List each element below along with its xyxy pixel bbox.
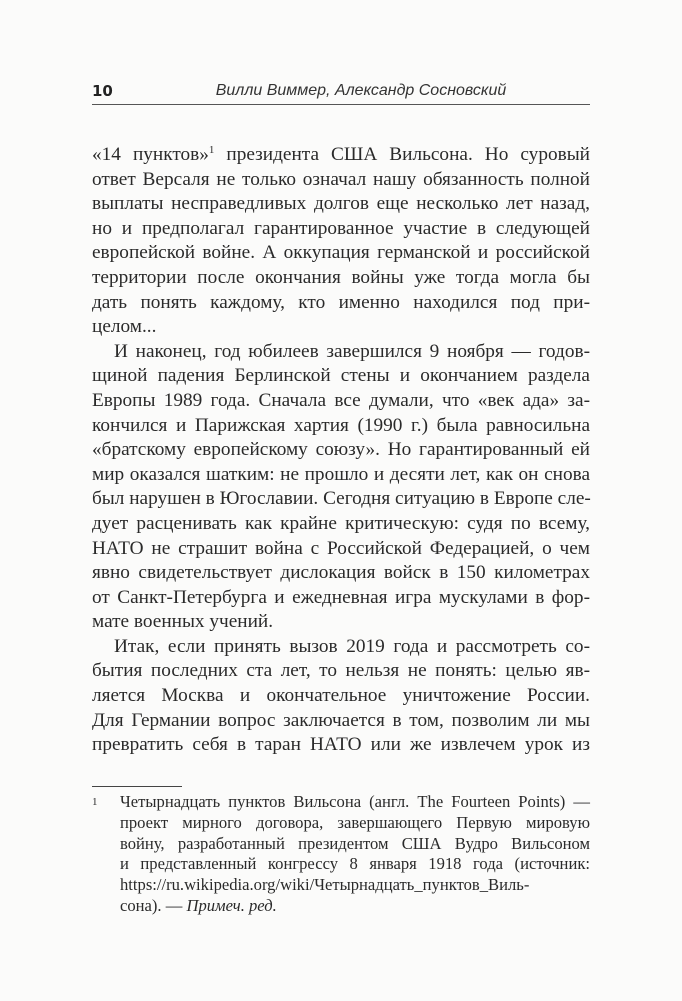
text-line: выплаты несправедливых долгов еще несколько лет назад, [92,193,590,215]
text-line: целом... [92,316,157,338]
quote-text: «14 пунктов» [92,144,209,165]
running-title: Вилли Виммер, Александр Сосновский [215,82,507,99]
text-line: Итак, если принять вызов 2019 года и рассмотреть со- [114,635,590,657]
text-line: от Санкт-Петербурга и ежедневная игра мускулами в фор- [92,586,590,608]
text-span: сона). — [120,895,187,915]
text-line: Для Германии вопрос заключается в том, позволим ли мы [92,709,590,731]
text-line: кончился и Парижская хартия (1990 г.) была равносильна [92,414,590,436]
text-line: ляется Москва и окончательное уничтожение России. [92,685,590,707]
text-line: был нарушен в Югославии. Сегодня ситуацию в Европе сле- [92,488,591,510]
body-text [92,143,590,758]
text-span: президента США Вильсона. Но суровый [214,144,590,165]
paragraph-1 [92,168,590,340]
footnote-line [92,813,590,834]
text-line: европейской войне. А оккупация германской и российской [92,242,590,264]
text-span: Четырнадцать пунктов Вильсона (англ. The Fourteen Points) — [120,792,590,811]
footnote-line [92,875,590,896]
footnote-ref[interactable]: 1 [208,144,215,156]
text-line: но и предполагал гарантированное участие в следующей [92,217,590,239]
footnote-line [92,854,590,875]
text-line: ответ Версаля не только означал нашу обязанность полной [92,168,590,190]
text-span: https://ru.wikipedia.org/wiki/Четырнадцать_пунктов_Виль- [120,875,530,895]
text-span: и представленный конгрессу 8 января 1918 года (источник: [120,854,590,874]
footnote-line [92,896,590,917]
page-header [92,82,590,105]
text-line: бытия последних ста лет, то нельзя не понять: целью яв- [92,660,590,682]
text-span: войну, разработанный президентом США Вудро Вильсоном [120,833,590,853]
text-line: мате военных учений. [92,611,274,633]
text-line: дать понять каждому, кто именно находился под при- [92,291,590,313]
text-line: Европы 1989 года. Сначала все думали, что «век ада» за- [92,389,590,411]
editor-note: Примеч. ред. [186,895,277,915]
text-span: проект мирного договора, завершающего Первую мировую [120,812,590,832]
text-line: территории после окончания войны уже тогда могла бы [92,266,590,288]
text-line: дует расценивать как крайне критическую: судя по всему, [92,512,590,534]
text-line [92,143,590,168]
page-number: 10 [92,82,113,100]
text-line: явно свидетельствует дислокация войск в 150 километрах [92,562,590,584]
paragraph-2 [92,340,590,635]
text-line: щиной падения Берлинской стены и окончанием раздела [92,365,590,387]
text-line: НАТО не страшит война с Российской Федерацией, о чем [92,537,590,559]
text-line: «братскому европейскому союзу». Но гарантированный ей [92,439,590,461]
footnote-divider [92,786,182,787]
footnote [92,792,590,917]
footnote-mark: 1 [92,796,98,808]
footnote-line [92,834,590,855]
paragraph-3 [92,635,590,758]
text-line: мир оказался шатким: не прошло и десяти лет, как он снова [92,463,590,485]
footnote-line [92,792,590,813]
text-line: И наконец, год юбилеев завершился 9 ноября — годов- [114,340,590,362]
text-line: превратить себя в таран НАТО или же извлечем урок из [92,734,590,756]
